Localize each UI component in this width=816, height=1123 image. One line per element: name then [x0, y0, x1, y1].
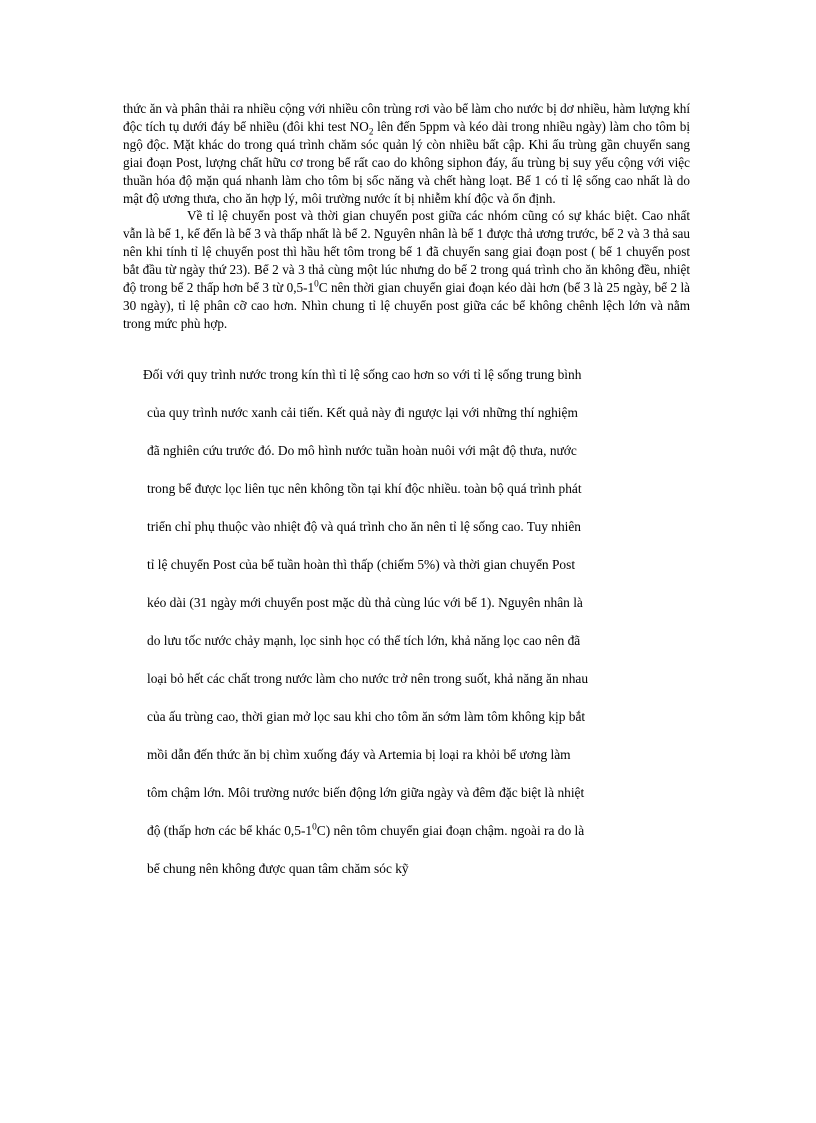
text-line: do lưu tốc nước chảy mạnh, lọc sinh học có thể tích lớn, khả năng lọc cao nên đã [147, 633, 581, 648]
text-line: mồi dẫn đến thức ăn bị chìm xuống đáy và Artemia bị loại ra khỏi bể ương làm [147, 747, 571, 762]
text-line: đã nghiên cứu trước đó. Do mô hình nước tuần hoàn nuôi với mật độ thưa, nước [147, 443, 577, 458]
paragraph-text: lên đến 5ppm và kéo dài trong nhiều ngày) làm cho tôm bị ngộ độc. Mặt khác do trong quá trình chăm sóc quản lý còn nhiều bất cập. Khi ấu trùng gần chuyển sang giai đoạn Post, lượng chất hữu cơ trong bể rất cao do không siphon đáy, ấu trùng bị suy yếu cộng với việc thuần hóa độ mặn quá nhanh làm cho tôm bị sốc năng và chết hàng loạt. Bể 1 có tỉ lệ sống cao nhất là do mật độ ương thưa, cho ăn hợp lý, môi trường nước ít bị nhiễm khí độc và ổn định. [123, 118, 690, 206]
subscript-2: 2 [368, 126, 374, 137]
paragraph-post-transition [123, 207, 690, 332]
superscript-degree: 0 [314, 278, 319, 289]
text-line [147, 821, 584, 841]
text-line: của quy trình nước xanh cải tiến. Kết quả này đi ngược lại với những thí nghiệm [147, 405, 578, 420]
paragraph-text: C nên thời gian chuyển giai đoạn kéo dài hơn (bể 3 là 25 ngày, bể 2 là 30 ngày), tỉ lệ phân cỡ cao hơn. Nhìn chung tỉ lệ chuyển post giữa các bể không chênh lệch lớn và nằm trong mức phù hợp. [123, 280, 690, 331]
superscript-degree: 0 [312, 822, 317, 833]
paragraph-block-upper [123, 100, 690, 333]
text-line: triển chỉ phụ thuộc vào nhiệt độ và quá trình cho ăn nên tỉ lệ sống cao. Tuy nhiên [147, 519, 581, 534]
text-line: trong bể được lọc liên tục nên không tồn tại khí độc nhiều. toàn bộ quá trình phát [147, 481, 582, 496]
text-line: loại bỏ hết các chất trong nước làm cho nước trở nên trong suốt, khả năng ăn nhau [147, 671, 589, 686]
line-text: C) nên tôm chuyển giai đoạn chậm. ngoài ra do là [316, 823, 585, 838]
line-text: độ (thấp hơn các bể khác 0,5-1 [147, 823, 313, 838]
text-line: Đối với quy trình nước trong kín thì tỉ lệ sống cao hơn so với tỉ lệ sống trung bình [143, 367, 582, 382]
text-line: bể chung nên không được quan tâm chăm sóc kỹ [147, 861, 409, 876]
text-line: tỉ lệ chuyển Post của bể tuần hoàn thì thấp (chiếm 5%) và thời gian chuyển Post [147, 557, 576, 572]
text-line: tôm chậm lớn. Môi trường nước biến động lớn giữa ngày và đêm đặc biệt là nhiệt [147, 785, 585, 800]
text-line: kéo dài (31 ngày mới chuyển post mặc dù thả cùng lúc với bể 1). Nguyên nhân là [147, 595, 583, 610]
paragraph-toxic-gas [123, 100, 690, 207]
paragraph-text: thức ăn và phân thải ra nhiều cộng với nhiều côn trùng rơi vào bể làm cho nước bị dơ nhiều, hàm lượng khí độc tích tụ dưới đáy bể nhiều (đôi khi test NO [123, 101, 690, 134]
paragraph-text: Về tỉ lệ chuyển post và thời gian chuyển post giữa các nhóm cũng có sự khác biệt. Cao nhất vẫn là bể 1, kế đến là bể 3 và thấp nhất là bể 2. Nguyên nhân là bể 1 được thả ương trước, bể 2 và 3 thả sau nên khi tính tỉ lệ chuyển post thì hầu hết tôm trong bể 1 đã chuyển sang giai đoạn post ( bể 1 chuyển post bắt đầu từ ngày thứ 23). Bể 2 và 3 thả cùng một lúc nhưng do bể 2 trong quá trình cho ăn không đều, nhiệt độ trong bể 2 thấp hơn bể 3 từ 0,5-1 [123, 208, 690, 296]
text-line: của ấu trùng cao, thời gian mở lọc sau khi cho tôm ăn sớm làm tôm không kịp bắt [147, 709, 586, 724]
